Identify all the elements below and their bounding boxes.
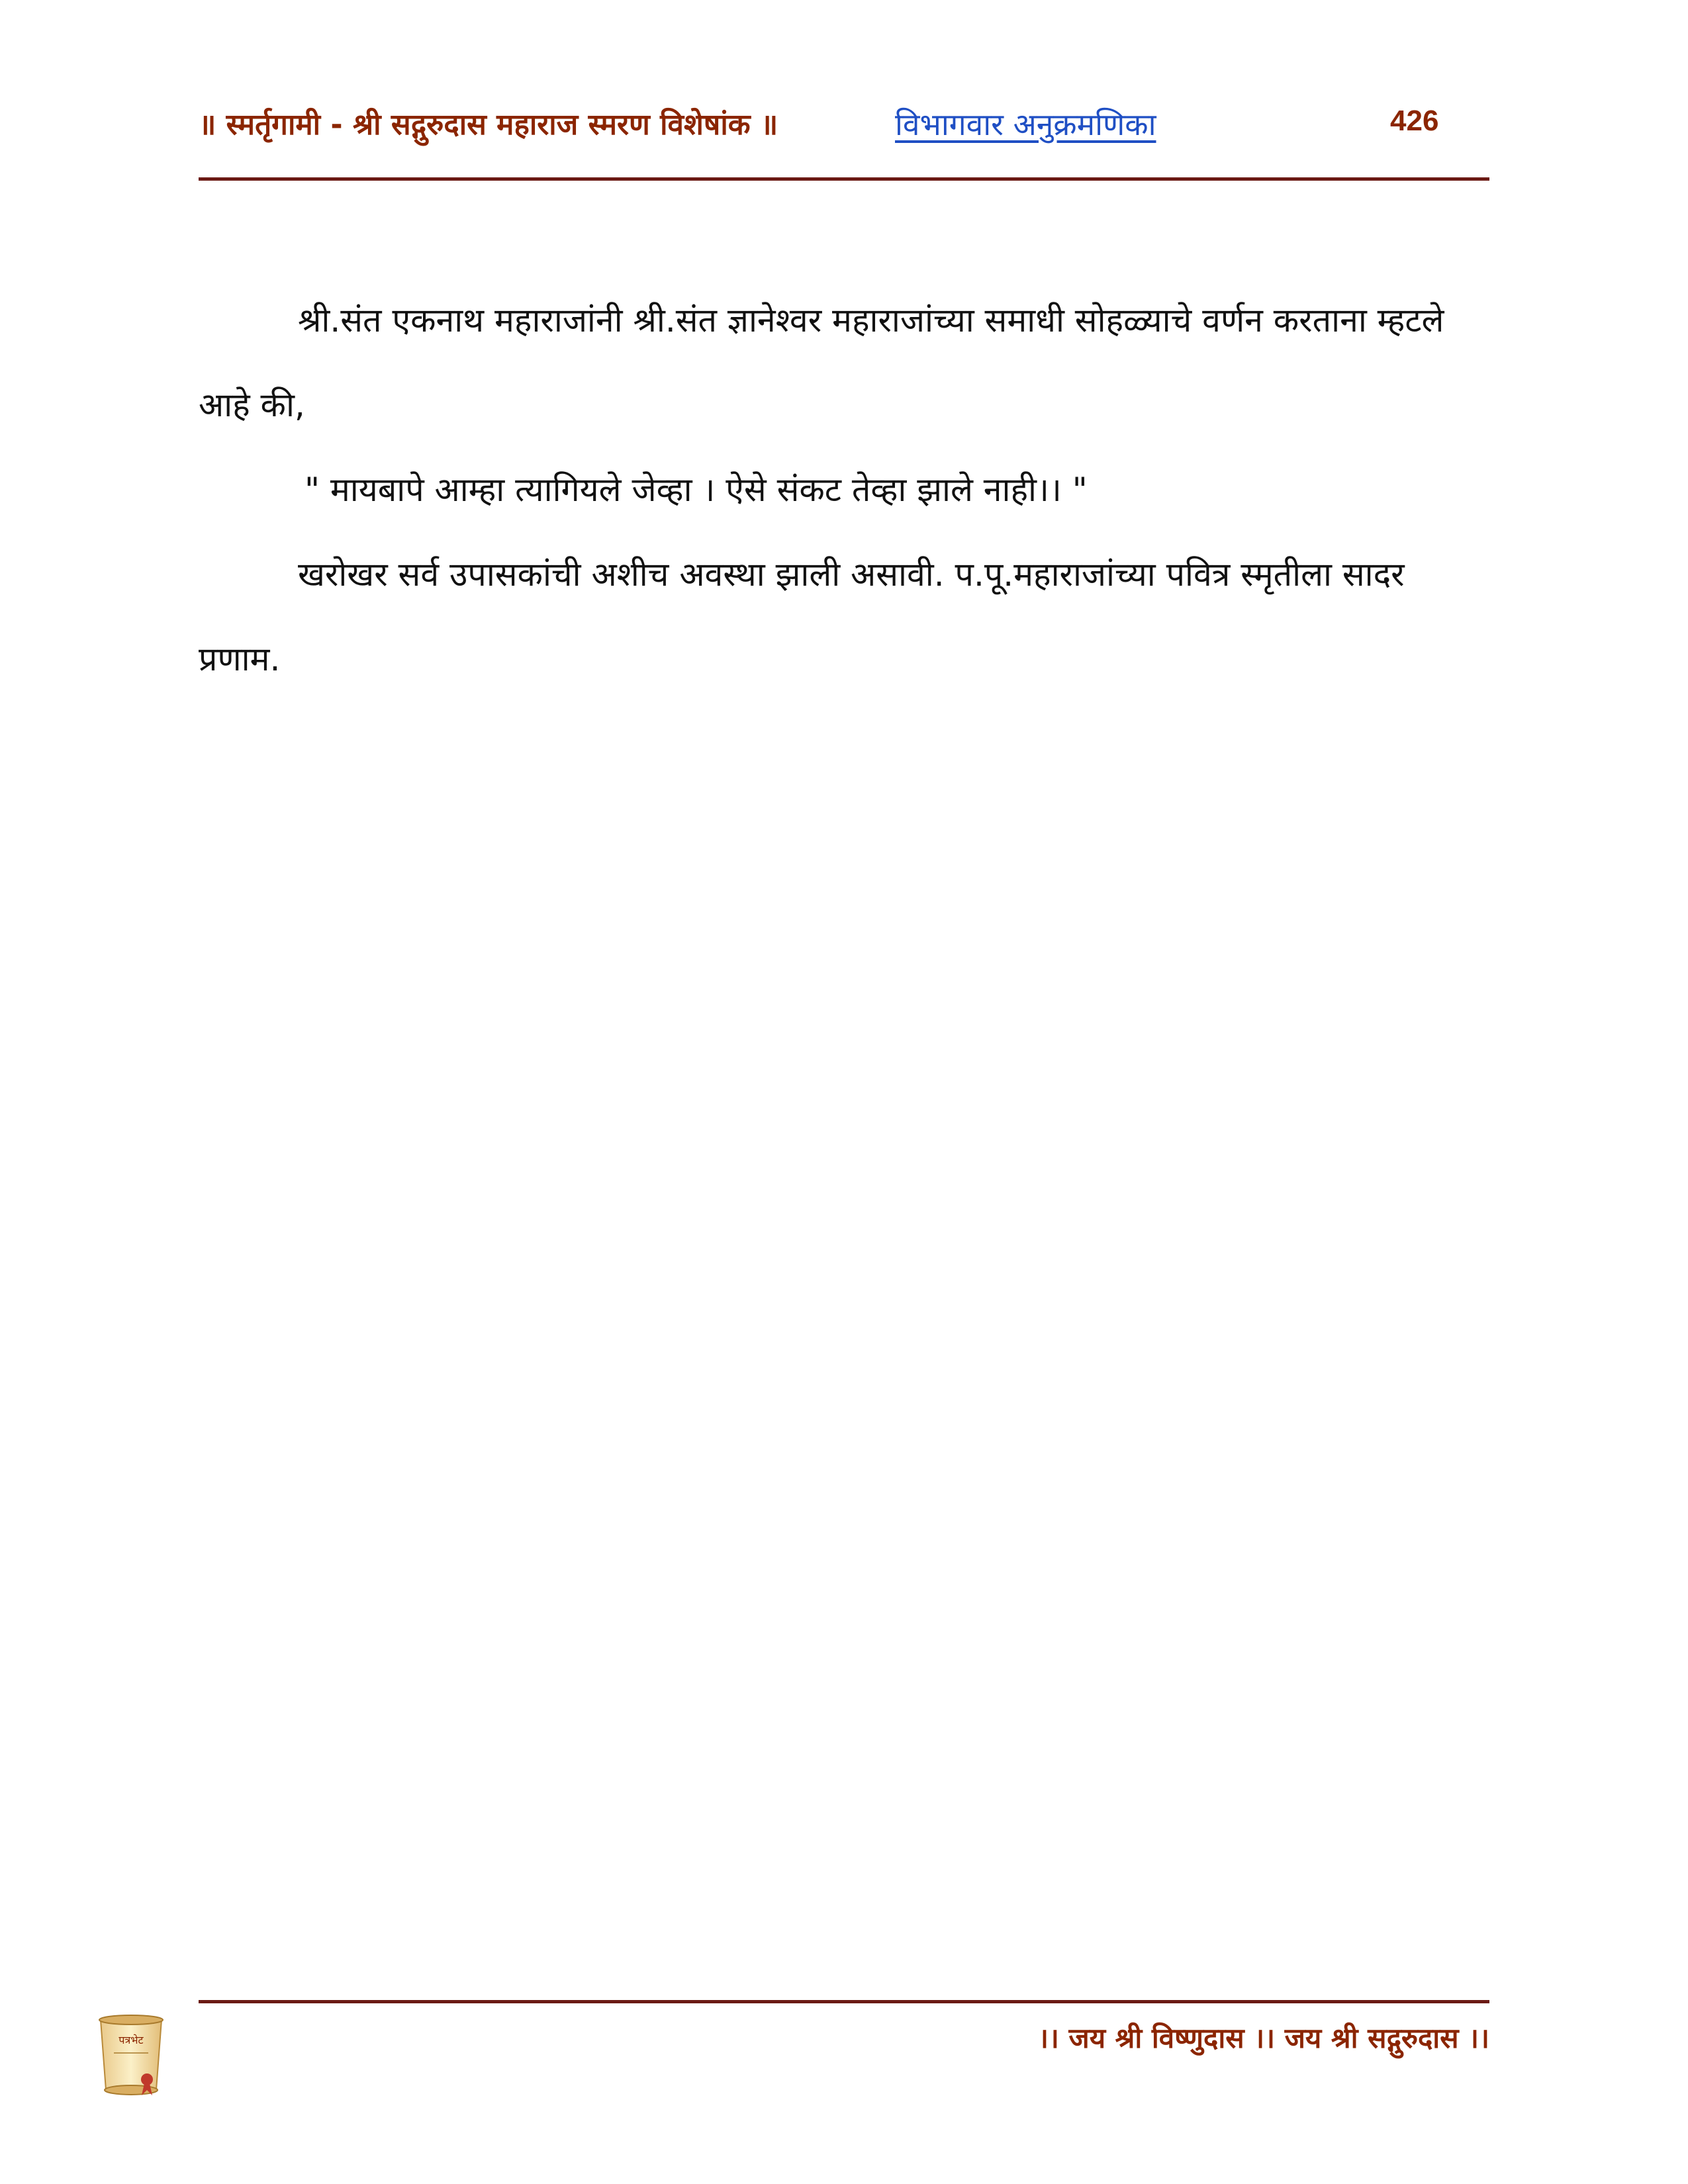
article-body bbox=[199, 278, 1489, 702]
quote-line: " मायबापे आम्हा त्यागियले जेव्हा । ऐसे संकट तेव्हा झाले नाही।। " bbox=[305, 471, 1088, 509]
page-header bbox=[199, 99, 1489, 152]
footer-divider bbox=[199, 2000, 1489, 2003]
page-number: 426 bbox=[1390, 105, 1439, 137]
paragraph-1: श्री.संत एकनाथ महाराजांनी श्री.संत ज्ञानेश्वर महाराजांच्या समाधी सोहळ्याचे वर्णन करताना म्हटले आहे की, bbox=[199, 301, 1444, 424]
section-index-link[interactable]: विभागवार अनुक्रमणिका bbox=[895, 107, 1156, 142]
header-divider bbox=[199, 177, 1489, 181]
logo-label: पत्रभेट bbox=[118, 2034, 144, 2046]
paragraph-2: खरोखर सर्व उपासकांची अशीच अवस्था झाली असावी. प.पू.महाराजांच्या पवित्र स्मृतीला सादर प्रणाम. bbox=[199, 555, 1405, 678]
header-title: ॥ स्मर्तृगामी - श्री सद्गुरुदास महाराज स्मरण विशेषांक ॥ bbox=[199, 108, 778, 142]
footer-salutation: ।। जय श्री विष्णुदास ।। जय श्री सद्गुरुदास ।। bbox=[1038, 2022, 1489, 2054]
scroll-logo-icon bbox=[91, 2012, 171, 2105]
